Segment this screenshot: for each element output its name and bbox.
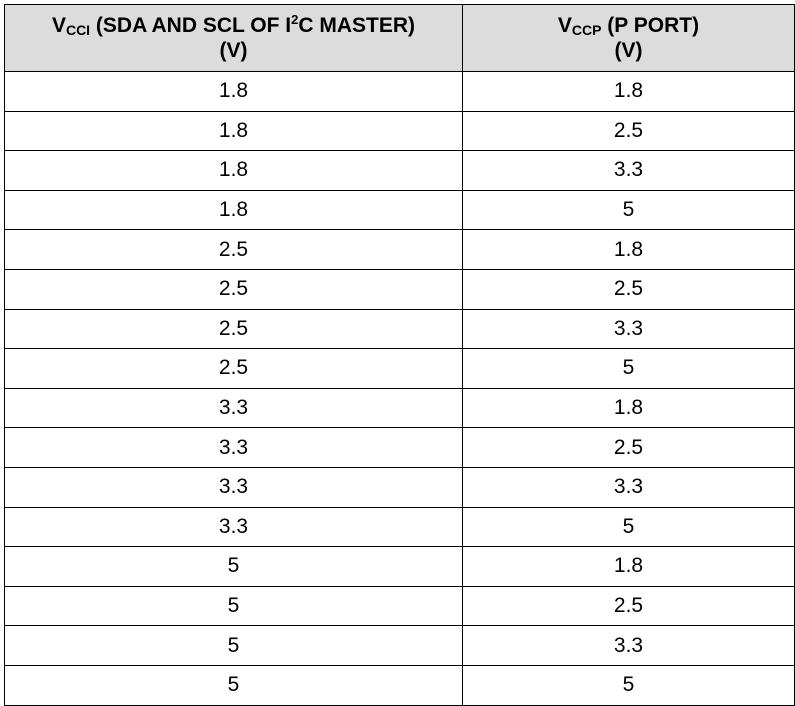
- header-vcci: [5, 5, 463, 72]
- header-vcci-unit: (V): [219, 39, 248, 62]
- vcci-cell: 3.3: [5, 507, 463, 547]
- header-vccp-subscript: CCP: [571, 22, 602, 38]
- table-body: [5, 72, 795, 706]
- vcci-cell: 2.5: [5, 309, 463, 349]
- header-vcci-superscript: 2: [291, 12, 299, 27]
- vcci-cell: 2.5: [5, 349, 463, 389]
- vccp-cell: 3.3: [463, 467, 795, 507]
- vcci-cell: 5: [5, 547, 463, 587]
- vccp-cell: 5: [463, 349, 795, 389]
- vccp-cell: 2.5: [463, 586, 795, 626]
- vcci-cell: 1.8: [5, 72, 463, 112]
- table-row: [5, 111, 795, 151]
- vccp-cell: 3.3: [463, 626, 795, 666]
- table-row: [5, 151, 795, 191]
- table-row: [5, 269, 795, 309]
- vcci-cell: 1.8: [5, 190, 463, 230]
- vcci-cell: 3.3: [5, 467, 463, 507]
- voltage-table: [4, 4, 795, 706]
- vccp-cell: 3.3: [463, 151, 795, 191]
- vcci-cell: 5: [5, 586, 463, 626]
- vccp-cell: 1.8: [463, 388, 795, 428]
- header-vccp: [463, 5, 795, 72]
- vcci-cell: 3.3: [5, 428, 463, 468]
- vccp-cell: 5: [463, 190, 795, 230]
- header-vcci-text-b: C MASTER): [298, 14, 416, 37]
- table-row: [5, 428, 795, 468]
- header-vccp-text: (P PORT): [601, 14, 700, 37]
- table-row: [5, 586, 795, 626]
- vccp-cell: 2.5: [463, 111, 795, 151]
- vccp-cell: 2.5: [463, 428, 795, 468]
- table-row: [5, 309, 795, 349]
- header-vcci-symbol: V: [51, 14, 66, 37]
- vccp-cell: 2.5: [463, 269, 795, 309]
- table-row: [5, 190, 795, 230]
- header-vccp-symbol: V: [557, 14, 572, 37]
- vcci-cell: 2.5: [5, 230, 463, 270]
- table-row: [5, 665, 795, 705]
- table-row: [5, 547, 795, 587]
- header-vcci-text-a: (SDA AND SCL OF I: [90, 14, 292, 37]
- vccp-cell: 5: [463, 507, 795, 547]
- header-vcci-subscript: CCI: [65, 22, 91, 38]
- table-row: [5, 467, 795, 507]
- vccp-cell: 5: [463, 665, 795, 705]
- vcci-cell: 1.8: [5, 111, 463, 151]
- table-row: [5, 72, 795, 112]
- vccp-cell: 3.3: [463, 309, 795, 349]
- header-row: [5, 5, 795, 72]
- header-vccp-unit: (V): [614, 39, 643, 62]
- vcci-cell: 1.8: [5, 151, 463, 191]
- table-row: [5, 349, 795, 389]
- vccp-cell: 1.8: [463, 72, 795, 112]
- vcci-cell: 3.3: [5, 388, 463, 428]
- table-row: [5, 388, 795, 428]
- vcci-cell: 5: [5, 665, 463, 705]
- table-row: [5, 626, 795, 666]
- vccp-cell: 1.8: [463, 230, 795, 270]
- table-row: [5, 230, 795, 270]
- table-row: [5, 507, 795, 547]
- table-header: [5, 5, 795, 72]
- vcci-cell: 2.5: [5, 269, 463, 309]
- vcci-cell: 5: [5, 626, 463, 666]
- vccp-cell: 1.8: [463, 547, 795, 587]
